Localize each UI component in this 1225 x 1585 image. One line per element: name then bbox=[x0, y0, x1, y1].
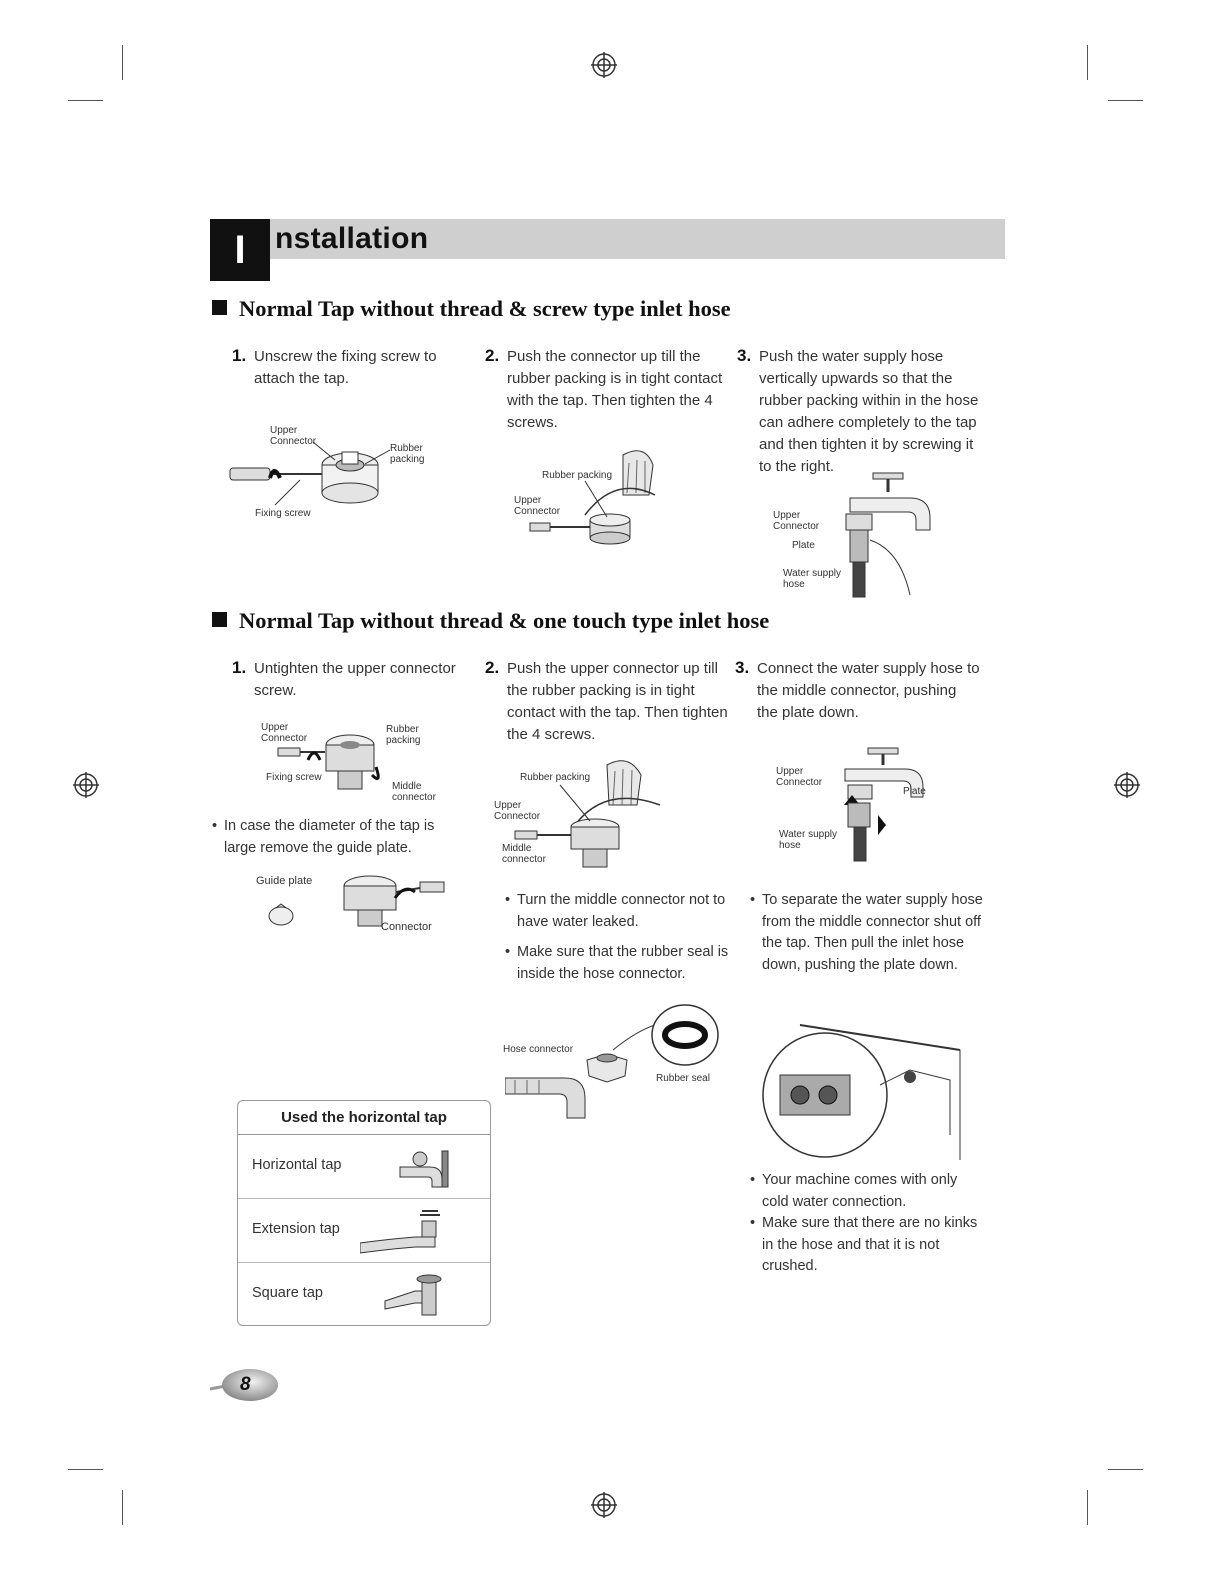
section-title: Normal Tap without thread & screw type inlet hose bbox=[212, 296, 731, 322]
note: • To separate the water supply hose from the middle connector shut off the tap. Then pull the inlet hose down, pushing the plate down. bbox=[750, 892, 983, 973]
registration-mark-icon bbox=[591, 1492, 617, 1518]
step: 1. Untighten the upper connector screw. bbox=[232, 658, 456, 699]
crop-mark bbox=[68, 100, 103, 101]
page-number: 8 bbox=[240, 1374, 251, 1395]
figure-label: Upper Connector bbox=[261, 722, 308, 744]
figure-label: Fixing screw bbox=[255, 508, 311, 519]
step: 3. Push the water supply hose vertically upwards so that the rubber packing within in the hose can adhere completely to the tap and then tighten it by screwing it to the right. bbox=[737, 346, 979, 475]
crop-mark bbox=[1087, 1490, 1088, 1525]
crop-mark bbox=[1108, 100, 1143, 101]
registration-mark-icon bbox=[73, 772, 99, 798]
table-title: Used the horizontal tap bbox=[238, 1101, 490, 1135]
figure-label: Rubber seal bbox=[656, 1073, 710, 1084]
figure-label: Fixing screw bbox=[266, 772, 322, 783]
crop-mark bbox=[68, 1469, 103, 1470]
figure-label: Water supply hose bbox=[779, 829, 837, 851]
figure-label: Plate bbox=[792, 540, 815, 551]
figure-label: Connector bbox=[381, 921, 432, 933]
step: 3. Connect the water supply hose to the middle connector, pushing the plate down. bbox=[735, 658, 980, 721]
crop-mark bbox=[122, 45, 123, 80]
figure-label: Upper Connector bbox=[514, 495, 561, 517]
figure-label: Upper Connector bbox=[270, 425, 317, 447]
table-row: Square tap bbox=[238, 1263, 490, 1326]
connector-illustration bbox=[225, 420, 445, 520]
note: • Make sure that there are no kinks in the hose and that it is not crushed. bbox=[750, 1215, 978, 1274]
figure-label: Rubber packing bbox=[520, 772, 591, 783]
section-title: Normal Tap without thread & one touch type inlet hose bbox=[212, 608, 769, 634]
crop-mark bbox=[1087, 45, 1088, 80]
figure-label: Rubber packing bbox=[542, 470, 613, 481]
step: 2. Push the connector up till the rubber packing is in tight contact with the tap. Then tighten the 4 screws. bbox=[485, 346, 723, 431]
bullet-square-icon bbox=[212, 612, 227, 627]
square-tap-icon bbox=[380, 1271, 460, 1319]
note: • Turn the middle connector not to have water leaked. bbox=[505, 892, 726, 930]
tap-type-table bbox=[237, 1100, 491, 1326]
step: 2. Push the upper connector up till the rubber packing is in tight contact with the tap. Then tighten the 4 screws. bbox=[485, 658, 728, 743]
figure-label: Middle connector bbox=[392, 781, 436, 803]
extension-tap-icon bbox=[360, 1207, 460, 1255]
note: • Make sure that the rubber seal is inside the hose connector. bbox=[505, 944, 729, 982]
step: 1. Unscrew the fixing screw to attach the tap. bbox=[232, 346, 437, 387]
crop-mark bbox=[122, 1490, 123, 1525]
registration-mark-icon bbox=[591, 52, 617, 78]
figure-label: Plate bbox=[903, 786, 926, 797]
figure-label: Guide plate bbox=[256, 875, 313, 887]
bullet-square-icon bbox=[212, 300, 227, 315]
figure-label: Upper Connector bbox=[494, 800, 541, 822]
table-row: Extension tap bbox=[238, 1199, 490, 1263]
figure-label: Upper Connector bbox=[773, 510, 820, 532]
note: • In case the diameter of the tap is large remove the guide plate. bbox=[212, 818, 435, 856]
note: • Your machine comes with only cold water connection. bbox=[750, 1172, 958, 1210]
figure-label: Rubber packing bbox=[390, 443, 425, 465]
registration-mark-icon bbox=[1114, 772, 1140, 798]
hose-connector-illustration bbox=[505, 1000, 730, 1125]
figure-label: Water supply hose bbox=[783, 568, 841, 590]
figure-label: Upper Connector bbox=[776, 766, 823, 788]
crop-mark bbox=[1108, 1469, 1143, 1470]
figure-label: Middle connector bbox=[502, 843, 546, 865]
page-title: nstallation bbox=[275, 222, 429, 255]
horizontal-tap-icon bbox=[390, 1143, 460, 1191]
header-cap-letter: I bbox=[210, 219, 270, 281]
figure-label: Hose connector bbox=[503, 1044, 574, 1055]
figure-label: Rubber packing bbox=[386, 724, 421, 746]
table-row: Horizontal tap bbox=[238, 1135, 490, 1199]
washer-back-illustration bbox=[760, 1015, 975, 1165]
